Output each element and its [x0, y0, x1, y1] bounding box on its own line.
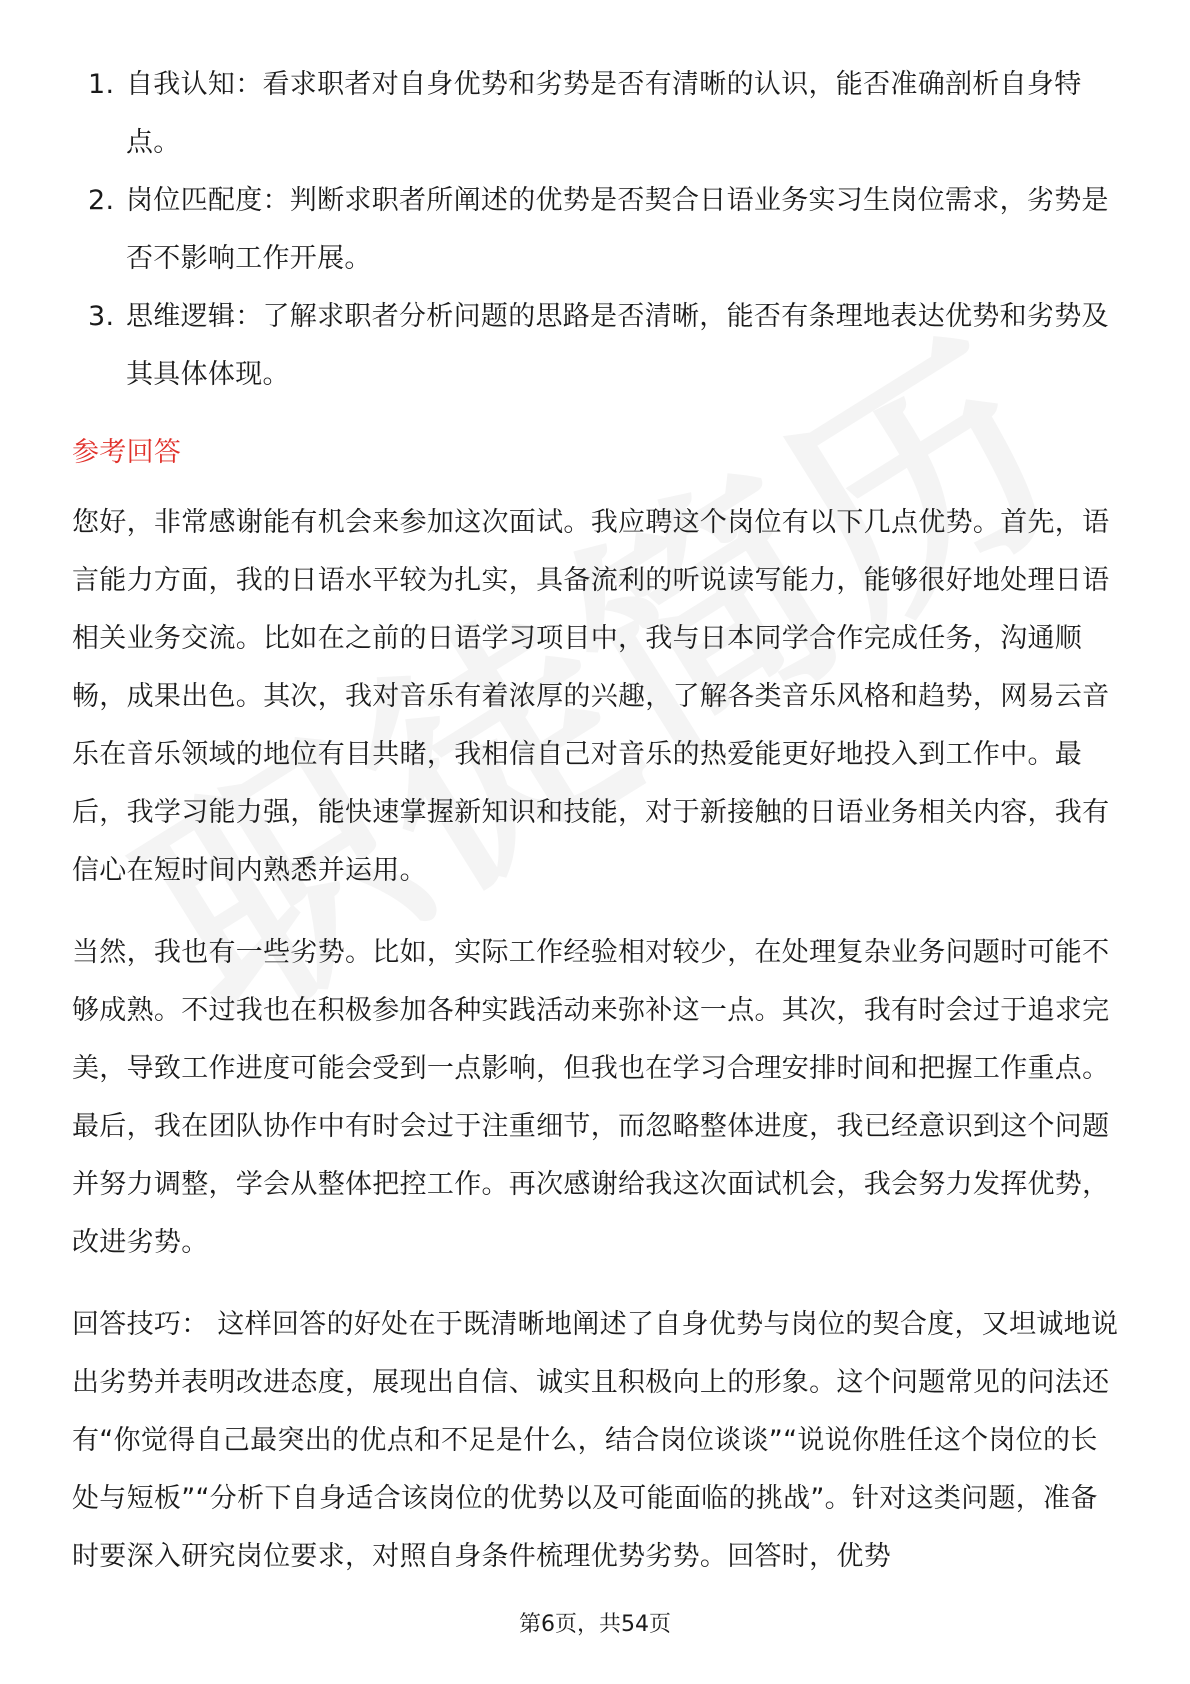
list-item-text: 思维逻辑：了解求职者分析问题的思路是否清晰，能否有条理地表达优势和劣势及其具体体现。: [126, 301, 1109, 390]
answer-tips-paragraph: 回答技巧： 这样回答的好处在于既清晰地阐述了自身优势与岗位的契合度，又坦诚地说出劣势并表明改进态度，展现出自信、诚实且积极向上的形象。这个问题常见的问法还有“你觉得自己最突出的优点和不足是什么，结合岗位谈谈”“说说你胜任这个岗位的长处与短板”“分析下自身适合该岗位的优势以及可能面临的挑战”。针对这类问题，准备时要深入研究岗位要求，对照自身条件梳理优势劣势。回答时，优势: [72, 1309, 1119, 1572]
evaluation-criteria-list: [72, 56, 1120, 404]
reference-answer-heading: 参考回答: [72, 437, 182, 468]
list-item-text: 自我认知：看求职者对自身优势和劣势是否有清晰的认识，能否准确剖析自身特点。: [126, 69, 1082, 158]
page-number: 第6页，共54页: [519, 1612, 671, 1637]
list-item-text: 岗位匹配度：判断求职者所阐述的优势是否契合日语业务实习生岗位需求，劣势是否不影响工作开展。: [126, 185, 1109, 274]
list-item-number: 3.: [88, 301, 115, 332]
page-content: [72, 56, 1120, 1610]
list-item-number: 1.: [88, 69, 115, 100]
answer-paragraph-weaknesses: 当然，我也有一些劣势。比如，实际工作经验相对较少，在处理复杂业务问题时可能不够成熟。不过我也在积极参加各种实践活动来弥补这一点。其次，我有时会过于追求完美，导致工作进度可能会受到一点影响，但我也在学习合理安排时间和把握工作重点。最后，我在团队协作中有时会过于注重细节，而忽略整体进度，我已经意识到这个问题并努力调整，学会从整体把控工作。再次感谢给我这次面试机会，我会努力发挥优势，改进劣势。: [72, 937, 1110, 1258]
answer-paragraph-strengths: 您好，非常感谢能有机会来参加这次面试。我应聘这个岗位有以下几点优势。首先，语言能力方面，我的日语水平较为扎实，具备流利的听说读写能力，能够很好地处理日语相关业务交流。比如在之前的日语学习项目中，我与日本同学合作完成任务，沟通顺畅，成果出色。其次，我对音乐有着浓厚的兴趣，了解各类音乐风格和趋势，网易云音乐在音乐领域的地位有目共睹，我相信自己对音乐的热爱能更好地投入到工作中。最后，我学习能力强，能快速掌握新知识和技能，对于新接触的日语业务相关内容，我有信心在短时间内熟悉并运用。: [72, 507, 1110, 886]
list-item: [72, 56, 1120, 172]
list-item: [72, 288, 1120, 404]
list-item: [72, 172, 1120, 288]
list-item-number: 2.: [88, 185, 115, 216]
